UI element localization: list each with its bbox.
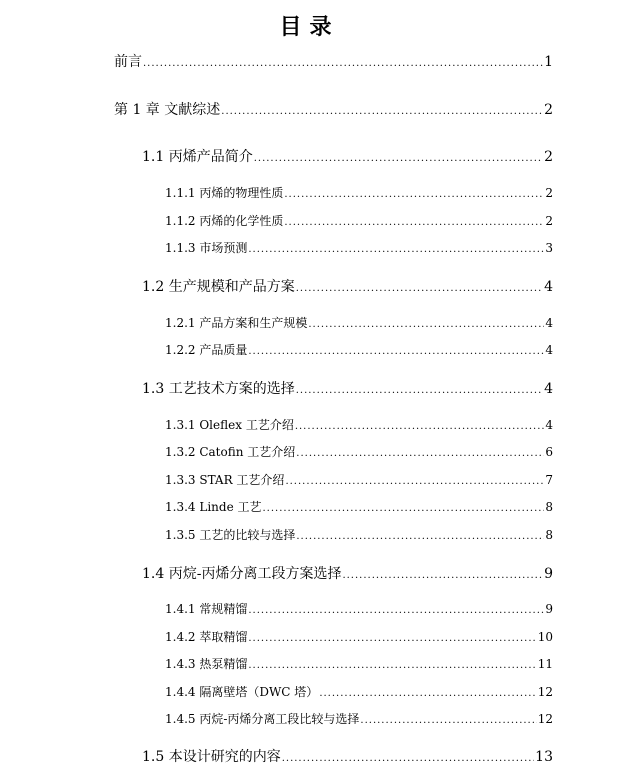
toc-entry-1-2-2[interactable] [165,341,553,358]
toc-entry-label: 1.2.1 产品方案和生产规模 [165,316,308,330]
toc-entry-label: 1.3.5 工艺的比较与选择 [165,528,296,542]
toc-entry-1-2-1[interactable] [165,314,553,331]
toc-entry-page: 4 [544,279,553,295]
toc-entry-page: 2 [545,214,553,228]
dot-leader [282,753,534,764]
toc-entry-label: 1.1.3 市场预测 [165,241,248,255]
toc-entry-label: 1.3.3 STAR 工艺介绍 [165,473,285,487]
toc-entry-label: 1.2 生产规模和产品方案 [142,279,295,295]
toc-entry-1-4-5[interactable] [165,710,553,727]
dot-leader [296,283,543,294]
toc-entry-chapter-1[interactable] [114,99,553,119]
toc-entry-page: 9 [545,602,553,616]
toc-entry-page: 13 [535,749,553,765]
toc-entry-page: 6 [545,445,553,459]
toc-entry-label: 1.1.2 丙烯的化学性质 [165,214,284,228]
toc-entry-page: 1 [544,54,553,70]
toc-entry-1-1-2[interactable] [165,212,553,229]
toc-entry-label: 1.3 工艺技术方案的选择 [142,381,295,397]
toc-entry-label: 1.2.2 产品质量 [165,343,248,357]
toc-entry-label: 1.3.1 Oleflex 工艺介绍 [165,418,294,432]
toc-entry-page: 8 [545,528,553,542]
toc-entry-label: 1.4.1 常规精馏 [165,602,248,616]
dot-leader [221,106,543,117]
dot-leader [319,688,536,699]
toc-entry-label: 1.1.1 丙烯的物理性质 [165,186,284,200]
toc-entry-1-3-5[interactable] [165,526,553,543]
toc-entry-1-3[interactable] [142,378,553,398]
toc-entry-1-4-1[interactable] [165,600,553,617]
toc-entry-page: 4 [545,418,553,432]
toc-entry-page: 9 [544,566,553,582]
dot-leader [248,660,536,671]
toc-entry-1-1-1[interactable] [165,184,553,201]
dot-leader [285,476,544,487]
toc-entry-page: 4 [545,343,553,357]
dot-leader [360,715,536,726]
toc-entry-label: 第 1 章 文献综述 [114,102,221,118]
dot-leader [284,217,544,228]
toc-entry-label: 1.3.4 Linde 工艺 [165,500,262,514]
dot-leader [248,244,544,255]
toc-entry-1-4[interactable] [142,563,553,583]
toc-entry-1-3-1[interactable] [165,416,553,433]
dot-leader [248,633,536,644]
toc-entry-1-4-2[interactable] [165,628,553,645]
toc-entry-1-4-4[interactable] [165,683,553,700]
toc-entry-page: 4 [545,316,553,330]
toc-entry-1-1[interactable] [142,146,553,166]
toc-entry-1-2[interactable] [142,276,553,296]
toc-entry-label: 1.4.4 隔离壁塔（DWC 塔） [165,685,319,699]
dot-leader [284,189,544,200]
toc-entry-label: 1.3.2 Catofin 工艺介绍 [165,445,296,459]
toc-entry-1-3-4[interactable] [165,498,553,515]
toc-entry-label: 1.4.3 热泵精馏 [165,657,248,671]
document-title: 目录 [279,14,340,40]
dot-leader [248,605,544,616]
dot-leader [296,385,543,396]
toc-entry-page: 2 [544,102,553,118]
toc-entry-page: 4 [544,381,553,397]
toc-entry-1-1-3[interactable] [165,239,553,256]
toc-entry-page: 2 [545,186,553,200]
toc-entry-1-3-3[interactable] [165,471,553,488]
dot-leader [248,346,544,357]
toc-entry-label: 1.4.5 丙烷-丙烯分离工段比较与选择 [165,712,360,726]
toc-entry-label: 1.1 丙烯产品简介 [142,149,253,165]
toc-entry-label: 1.4.2 萃取精馏 [165,630,248,644]
toc-entry-page: 2 [544,149,553,165]
dot-leader [254,153,543,164]
toc-entry-1-5[interactable] [142,746,553,766]
toc-entry-label: 前言 [114,54,142,70]
toc-entry-1-3-2[interactable] [165,443,553,460]
toc-entry-page: 10 [537,630,553,644]
toc-entry-page: 12 [537,712,553,726]
toc-entry-page: 11 [537,657,553,671]
dot-leader [342,570,543,581]
dot-leader [295,421,545,432]
dot-leader [143,58,543,69]
toc-entry-page: 3 [545,241,553,255]
toc-entry-page: 7 [545,473,553,487]
toc-entry-preface[interactable] [114,51,553,71]
dot-leader [296,448,544,459]
toc-entry-label: 1.5 本设计研究的内容 [142,749,281,765]
dot-leader [308,319,544,330]
dot-leader [296,531,544,542]
toc-entry-label: 1.4 丙烷-丙烯分离工段方案选择 [142,566,342,582]
dot-leader [262,503,544,514]
toc-entry-page: 8 [545,500,553,514]
toc-entry-page: 12 [537,685,553,699]
toc-entry-1-4-3[interactable] [165,655,553,672]
